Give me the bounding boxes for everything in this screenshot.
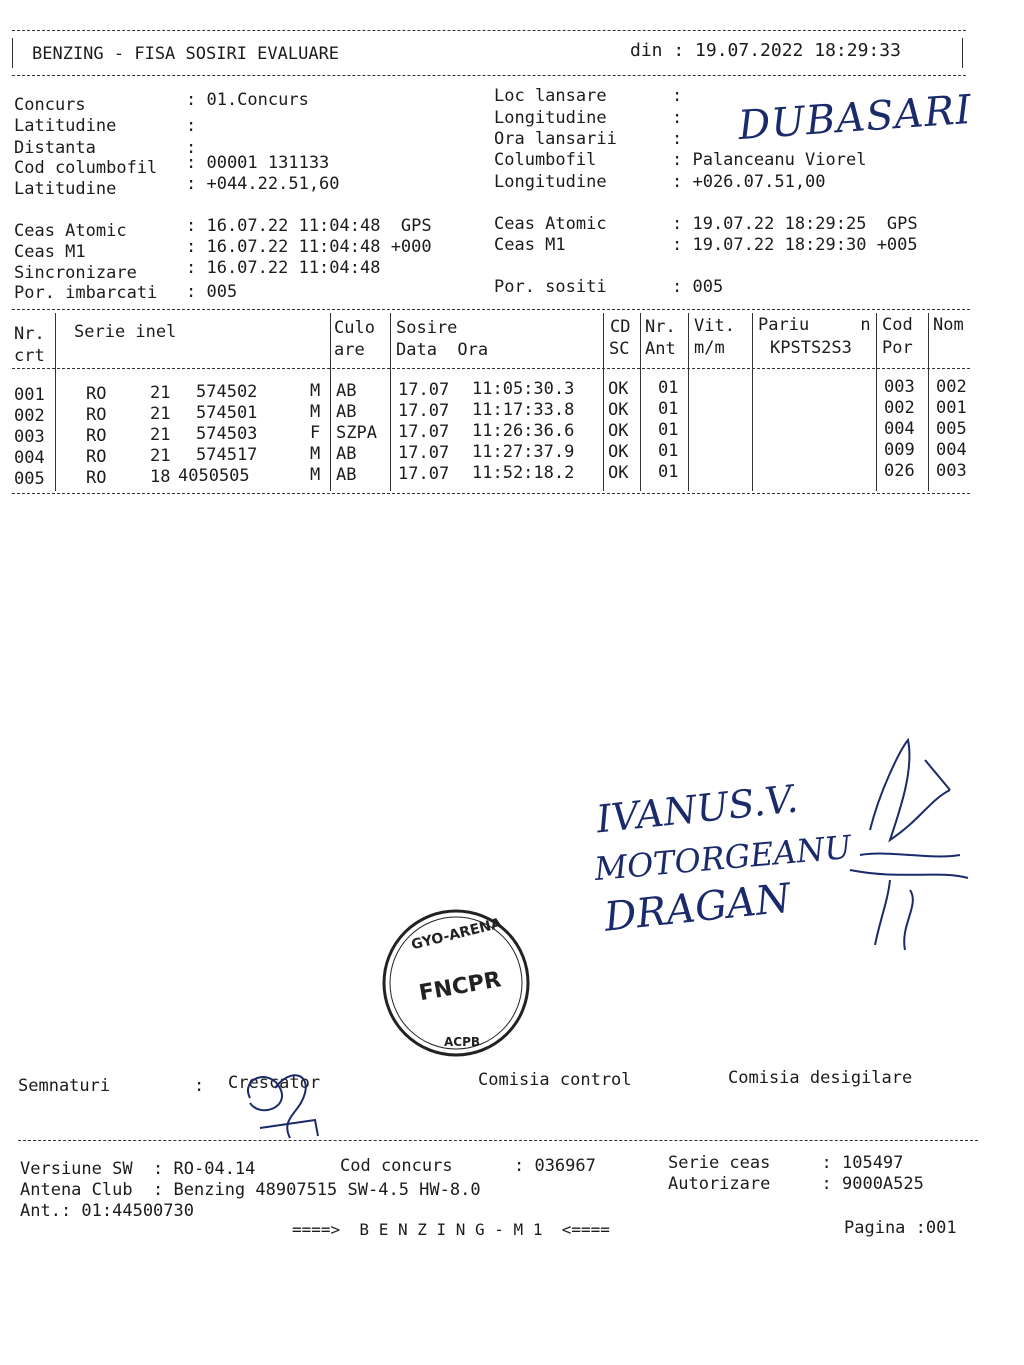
clock-label: Sincronizare bbox=[14, 263, 137, 283]
cell-time: 11:27:37.9 bbox=[472, 442, 575, 462]
cell-color: AB bbox=[336, 465, 357, 485]
stamp-bottom-text: ACPB bbox=[444, 1035, 481, 1049]
cell-nr: 002 bbox=[14, 406, 45, 426]
header-bottom-rule bbox=[12, 75, 966, 76]
cell-year: 21 bbox=[150, 383, 171, 403]
cell-cd: OK bbox=[608, 442, 629, 462]
header-vit: Vit. bbox=[694, 316, 735, 336]
clock-label: Ceas M1 bbox=[494, 235, 566, 255]
header-nrant: Ant bbox=[645, 339, 676, 359]
cell-year: 21 bbox=[150, 425, 171, 445]
handwritten-name: IVANUS.V. bbox=[594, 776, 800, 842]
footer-autorizare: Autorizare : 9000A525 bbox=[668, 1174, 924, 1194]
cell-country: RO bbox=[86, 384, 107, 404]
header-top-rule bbox=[12, 30, 966, 31]
clock-value: : 16.07.22 11:04:48 GPS bbox=[186, 216, 432, 236]
info-label: Latitudine bbox=[14, 116, 117, 136]
info-value: : +026.07.51,00 bbox=[672, 172, 826, 192]
signature-scribble bbox=[830, 730, 970, 960]
clock-value: : 16.07.22 11:04:48 +000 bbox=[186, 237, 432, 257]
cell-nom: 005 bbox=[936, 419, 967, 439]
footer-banner: ====> B E N Z I N G - M 1 <==== bbox=[292, 1220, 610, 1239]
cell-color: SZPA bbox=[336, 423, 377, 443]
table-bottom-rule bbox=[12, 493, 970, 494]
cell-year: 21 bbox=[150, 404, 171, 424]
header-culoare: Culo bbox=[334, 318, 375, 338]
cell-nr: 005 bbox=[14, 469, 45, 489]
header-pariu: Pariu n bbox=[758, 315, 871, 335]
cell-color: AB bbox=[336, 402, 357, 422]
info-value: : 00001 131133 bbox=[186, 153, 330, 173]
info-value: : bbox=[186, 116, 197, 136]
table-top-rule bbox=[12, 309, 970, 310]
cell-codpor: 004 bbox=[884, 419, 915, 439]
info-value: : bbox=[672, 86, 683, 106]
cell-ant: 01 bbox=[658, 399, 679, 419]
clock-value: : 19.07.22 18:29:30 +005 bbox=[672, 235, 918, 255]
document-title: BENZING - FISA SOSIRI EVALUARE bbox=[32, 44, 340, 64]
clock-label: Ceas Atomic bbox=[14, 221, 127, 241]
footer-cod-concurs: Cod concurs : 036967 bbox=[340, 1156, 596, 1176]
col-divider bbox=[876, 313, 877, 491]
header-sosire: Sosire bbox=[396, 318, 458, 338]
cell-sex: M bbox=[310, 465, 321, 485]
cell-nr: 004 bbox=[14, 448, 45, 468]
document-date: din : 19.07.2022 18:29:33 bbox=[630, 40, 901, 61]
clock-value: : 16.07.22 11:04:48 bbox=[186, 258, 381, 278]
info-label: Distanta bbox=[14, 138, 96, 158]
header-nom: Nom bbox=[933, 315, 964, 335]
info-value: : Palanceanu Viorel bbox=[672, 150, 867, 170]
clock-label: Por. sositi bbox=[494, 277, 607, 297]
cell-time: 11:26:36.6 bbox=[472, 421, 575, 441]
table-header-rule bbox=[12, 368, 970, 369]
cell-cd: OK bbox=[608, 463, 629, 483]
footer-serie-ceas: Serie ceas : 105497 bbox=[668, 1153, 904, 1173]
footer-antena-club: Antena Club : Benzing 48907515 SW-4.5 HW-8.0 bbox=[20, 1180, 481, 1200]
cell-ant: 01 bbox=[658, 462, 679, 482]
footer-rule bbox=[18, 1140, 978, 1141]
col-divider bbox=[603, 313, 604, 491]
header-nrant: Nr. bbox=[645, 317, 676, 337]
cell-codpor: 009 bbox=[884, 440, 915, 460]
cell-time: 11:52:18.2 bbox=[472, 463, 575, 483]
header-cdsc: SC bbox=[609, 339, 630, 359]
cell-date: 17.07 bbox=[398, 380, 450, 400]
cell-nom: 003 bbox=[936, 461, 967, 481]
crescator-signature-scribble bbox=[220, 1058, 340, 1148]
cell-country: RO bbox=[86, 426, 107, 446]
signatures-label: Semnaturi bbox=[18, 1076, 111, 1096]
header-right-border bbox=[962, 38, 963, 68]
cell-ant: 01 bbox=[658, 420, 679, 440]
cell-date: 17.07 bbox=[398, 443, 450, 463]
clock-value: : 005 bbox=[186, 282, 238, 302]
col-divider bbox=[640, 313, 641, 491]
cell-nr: 001 bbox=[14, 385, 45, 405]
cell-ant: 01 bbox=[658, 378, 679, 398]
cell-ring: 574517 bbox=[196, 445, 258, 465]
clock-label: Ceas M1 bbox=[14, 242, 86, 262]
info-value: : 01.Concurs bbox=[186, 90, 309, 110]
header-sosire: Data Ora bbox=[396, 340, 489, 360]
info-value: : bbox=[186, 138, 197, 158]
info-label: Concurs bbox=[14, 95, 86, 115]
col-divider bbox=[55, 313, 56, 491]
signature-crescator: Crescator bbox=[228, 1073, 321, 1093]
info-label: Ora lansarii bbox=[494, 129, 617, 149]
stamp-top-text: GYO-ARENA bbox=[409, 915, 504, 954]
header-culoare: are bbox=[334, 340, 365, 360]
cell-cd: OK bbox=[608, 400, 629, 420]
header-serie: Serie inel bbox=[74, 322, 177, 342]
info-value: : +044.22.51,60 bbox=[186, 174, 340, 194]
cell-country: RO bbox=[86, 447, 107, 467]
cell-codpor: 002 bbox=[884, 398, 915, 418]
cell-time: 11:17:33.8 bbox=[472, 400, 575, 420]
cell-sex: M bbox=[310, 402, 321, 422]
cell-ring: 574501 bbox=[196, 403, 258, 423]
cell-cd: OK bbox=[608, 379, 629, 399]
cell-nom: 001 bbox=[936, 398, 967, 418]
info-value: : bbox=[672, 108, 683, 128]
cell-country: RO bbox=[86, 405, 107, 425]
clock-label: Ceas Atomic bbox=[494, 214, 607, 234]
cell-codpor: 003 bbox=[884, 377, 915, 397]
col-divider bbox=[688, 313, 689, 491]
cell-ring: 4050505 bbox=[178, 466, 250, 486]
cell-color: AB bbox=[336, 444, 357, 464]
cell-nom: 002 bbox=[936, 377, 967, 397]
handwritten-release-location: DUBASARI bbox=[736, 86, 974, 150]
cell-date: 17.07 bbox=[398, 464, 450, 484]
col-divider bbox=[330, 313, 331, 491]
header-cdsc: CD bbox=[610, 317, 631, 337]
header-nr: Nr. bbox=[14, 324, 45, 344]
fncpr-stamp bbox=[382, 908, 532, 1058]
cell-ring: 574503 bbox=[196, 424, 258, 444]
info-label: Cod columbofil bbox=[14, 158, 158, 178]
cell-date: 17.07 bbox=[398, 422, 450, 442]
info-label: Longitudine bbox=[494, 108, 607, 128]
header-vit: m/m bbox=[694, 338, 725, 358]
footer-versiune-sw: Versiune SW : RO-04.14 bbox=[20, 1159, 256, 1179]
stamp-center-text: FNCPR bbox=[417, 967, 503, 1007]
info-value: : bbox=[672, 129, 683, 149]
header-nr: crt bbox=[14, 346, 45, 366]
cell-time: 11:05:30.3 bbox=[472, 379, 575, 399]
signature-comisia-desigilare: Comisia desigilare bbox=[728, 1068, 913, 1088]
footer-pagina: Pagina :001 bbox=[844, 1218, 957, 1238]
handwritten-name: DRAGAN bbox=[602, 875, 793, 941]
clock-value: : 005 bbox=[672, 277, 724, 297]
col-divider bbox=[390, 313, 391, 491]
cell-codpor: 026 bbox=[884, 461, 915, 481]
cell-date: 17.07 bbox=[398, 401, 450, 421]
col-divider bbox=[752, 313, 753, 491]
info-label: Longitudine bbox=[494, 172, 607, 192]
header-codpor: Cod bbox=[882, 315, 913, 335]
cell-color: AB bbox=[336, 381, 357, 401]
handwritten-name: MOTORGEANU bbox=[592, 827, 853, 889]
cell-country: RO bbox=[86, 468, 107, 488]
cell-nr: 003 bbox=[14, 427, 45, 447]
info-label: Columbofil bbox=[494, 150, 597, 170]
cell-cd: OK bbox=[608, 421, 629, 441]
header-codpor: Por bbox=[882, 338, 913, 358]
signature-comisia-control: Comisia control bbox=[478, 1070, 632, 1090]
clock-value: : 19.07.22 18:29:25 GPS bbox=[672, 214, 918, 234]
info-label: Loc lansare bbox=[494, 86, 607, 106]
header-pariu: KPSTS2S3 bbox=[770, 338, 852, 358]
cell-nom: 004 bbox=[936, 440, 967, 460]
header-left-border bbox=[12, 38, 13, 68]
cell-year: 18 bbox=[150, 467, 171, 487]
info-label: Latitudine bbox=[14, 179, 117, 199]
cell-year: 21 bbox=[150, 446, 171, 466]
cell-sex: M bbox=[310, 444, 321, 464]
cell-ring: 574502 bbox=[196, 382, 258, 402]
clock-label: Por. imbarcati bbox=[14, 283, 158, 303]
signatures-colon: : bbox=[194, 1076, 205, 1096]
col-divider bbox=[928, 313, 929, 491]
footer-ant: Ant.: 01:44500730 bbox=[20, 1201, 194, 1221]
cell-ant: 01 bbox=[658, 441, 679, 461]
cell-sex: F bbox=[310, 423, 321, 443]
cell-sex: M bbox=[310, 381, 321, 401]
